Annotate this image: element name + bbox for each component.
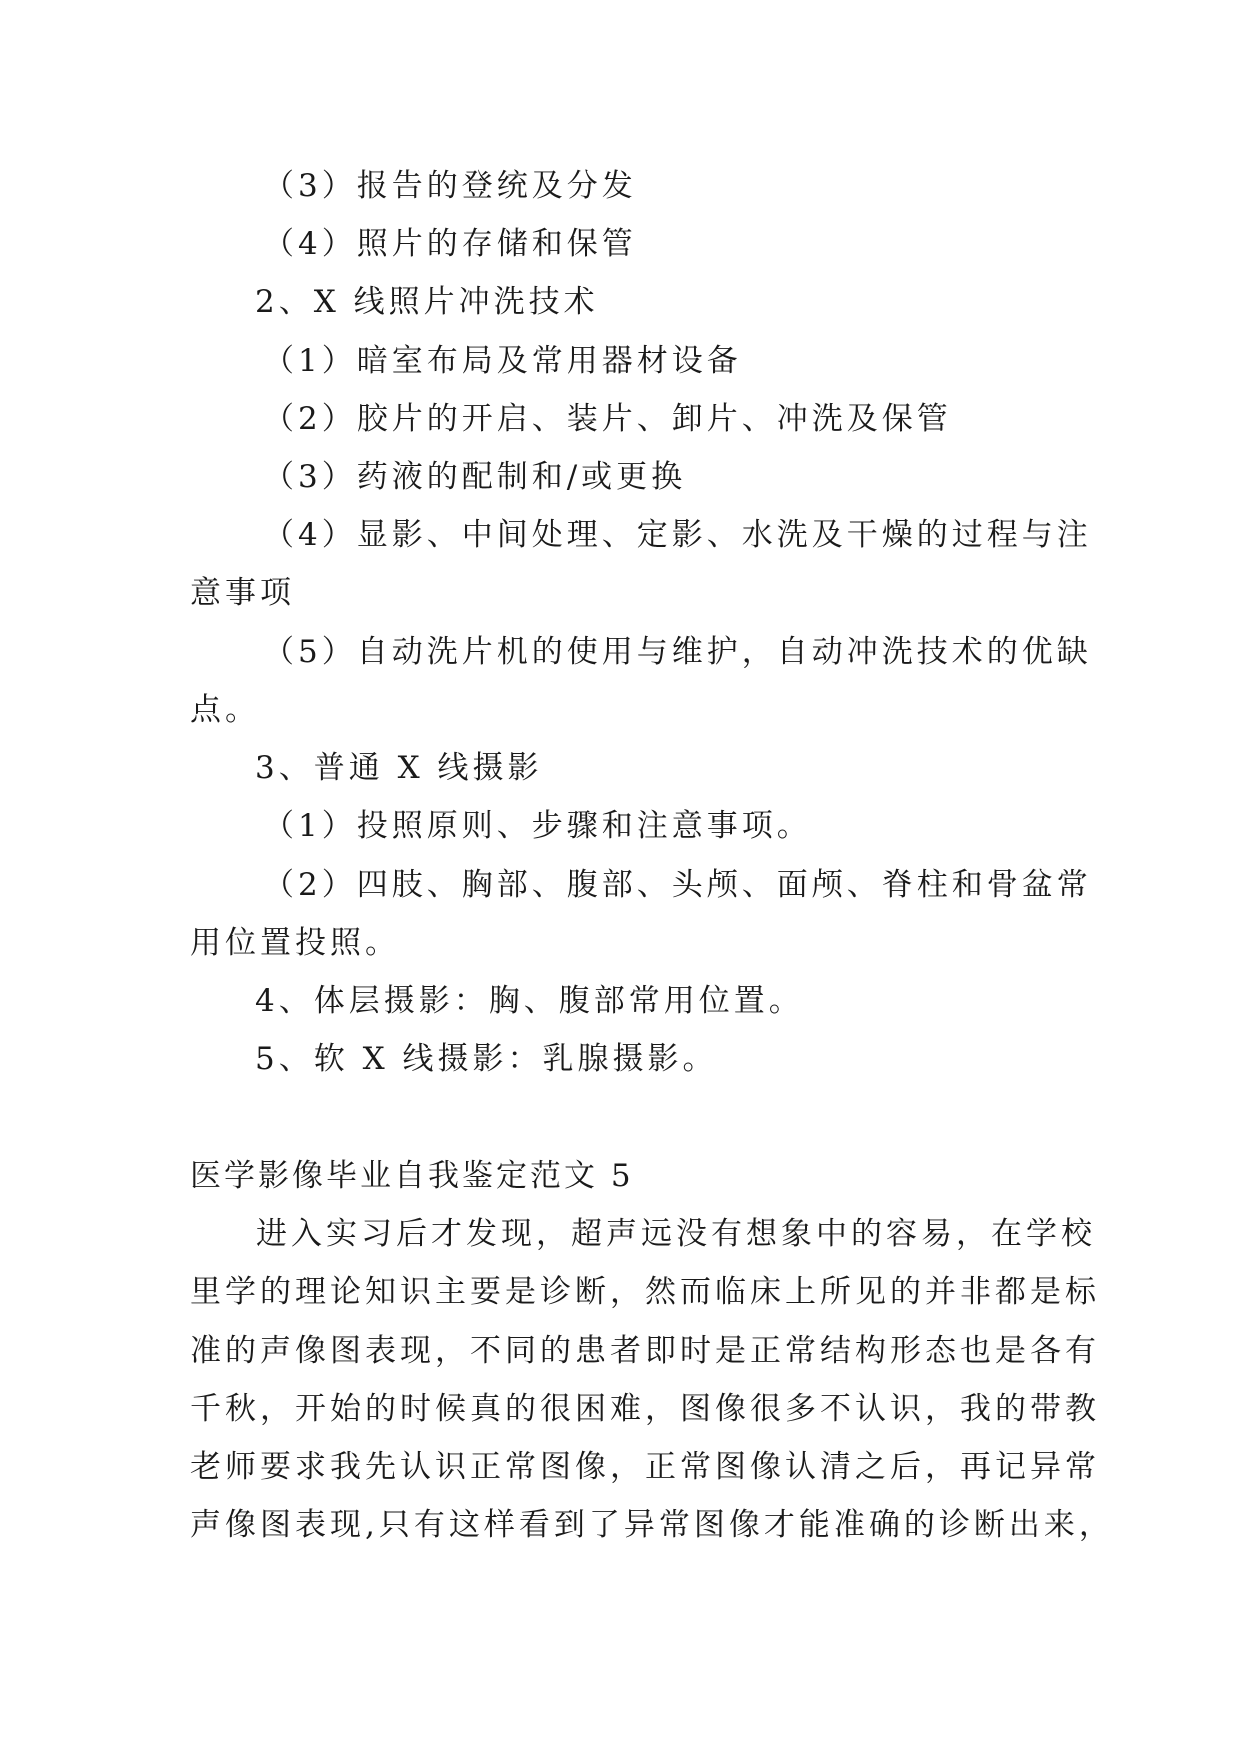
paragraph-line: 进入实习后才发现，超声远没有想象中的容易，在学校 bbox=[256, 1216, 1096, 1252]
list-item: （3）药液的配制和/或更换 bbox=[263, 459, 687, 495]
list-item: （1）暗室布局及常用器材设备 bbox=[263, 343, 742, 379]
list-item: （5）自动洗片机的使用与维护，自动冲洗技术的优缺 bbox=[263, 634, 1092, 670]
list-item: （1）投照原则、步骤和注意事项。 bbox=[263, 808, 812, 844]
paragraph-line: 声像图表现,只有这样看到了异常图像才能准确的诊断出来， bbox=[190, 1507, 1114, 1543]
list-item-continuation: 用位置投照。 bbox=[190, 925, 400, 961]
section-heading: 2、X 线照片冲洗技术 bbox=[255, 284, 599, 320]
list-item: （2）四肢、胸部、腹部、头颅、面颅、脊柱和骨盆常 bbox=[263, 867, 1092, 903]
list-item-continuation: 点。 bbox=[190, 692, 260, 728]
list-item: （2）胶片的开启、装片、卸片、冲洗及保管 bbox=[263, 401, 952, 437]
paragraph-line: 老师要求我先认识正常图像，正常图像认清之后，再记异常 bbox=[190, 1449, 1100, 1485]
section-heading: 4、体层摄影：胸、腹部常用位置。 bbox=[255, 983, 804, 1019]
article-title: 医学影像毕业自我鉴定范文 5 bbox=[190, 1158, 634, 1194]
paragraph-line: 里学的理论知识主要是诊断，然而临床上所见的并非都是标 bbox=[190, 1274, 1100, 1310]
paragraph-line: 准的声像图表现，不同的患者即时是正常结构形态也是各有 bbox=[190, 1333, 1100, 1369]
paragraph-line: 千秋，开始的时候真的很困难，图像很多不认识，我的带教 bbox=[190, 1391, 1100, 1427]
list-item: （4）照片的存储和保管 bbox=[263, 226, 637, 262]
section-heading: 3、普通 X 线摄影 bbox=[255, 750, 543, 786]
list-item: （4）显影、中间处理、定影、水洗及干燥的过程与注 bbox=[263, 517, 1092, 553]
section-heading: 5、软 X 线摄影：乳腺摄影。 bbox=[255, 1041, 718, 1077]
list-item: （3）报告的登统及分发 bbox=[263, 168, 637, 204]
list-item-continuation: 意事项 bbox=[190, 575, 295, 611]
